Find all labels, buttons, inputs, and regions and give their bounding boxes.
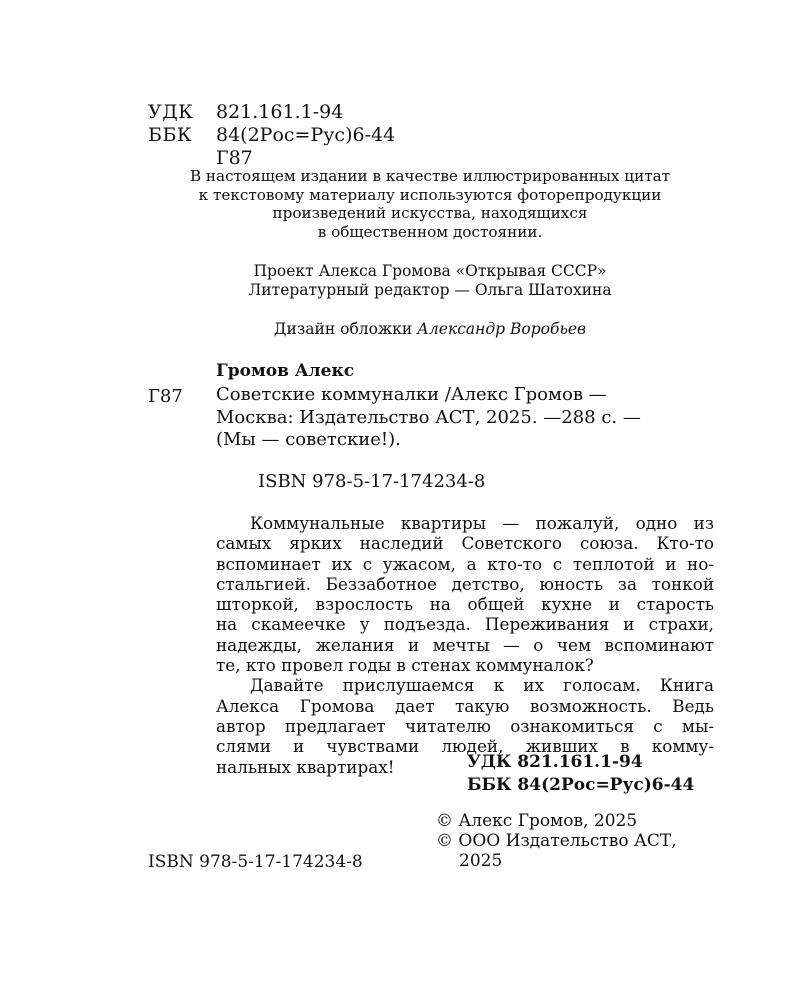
annotation-line: самых ярких наследий Советского союза. Кто-то: [216, 533, 714, 554]
bib-line: Москва: Издательство АСТ, 2025. —288 с. —: [216, 406, 641, 428]
bib-line: Советские коммуналки /Алекс Громов —: [216, 384, 607, 405]
annotation-line: Коммунальные квартиры — пожалуй, одно из: [250, 513, 714, 533]
cover-credit: [150, 320, 710, 338]
copyright: [436, 811, 677, 871]
annotation-line: автор предлагает читателю ознакомиться с мы-: [216, 715, 714, 736]
illustration-notice: [150, 167, 710, 241]
author-mark: Г87: [216, 147, 253, 169]
author-heading: Громов Алекс: [216, 361, 355, 381]
cover-label: Дизайн обложки: [273, 320, 413, 338]
copyright-line: © ООО Издательство АСТ,: [436, 831, 677, 851]
udk-value: 821.161.1-94: [216, 101, 344, 123]
annotation-line: вспоминает их с ужасом, а кто-то с теплотой и но-: [216, 553, 714, 574]
editor-credit: Литературный редактор — Ольга Шатохина: [248, 281, 612, 299]
annotation: [216, 513, 714, 777]
notice-line: к текстовому материалу используются фоторепродукции: [198, 185, 662, 204]
bottom-udk: УДК 821.161.1-94: [467, 752, 643, 772]
annotation-line: Алекса Громова дает такую возможность. Ведь: [216, 695, 714, 716]
annotation-line: нальных квартирах!: [216, 756, 395, 777]
cover-designer: Александр Воробьев: [417, 320, 587, 338]
copyright-line: 2025: [459, 851, 503, 871]
copyright-line: © Алекс Громов, 2025: [436, 811, 638, 831]
annotation-line: на скамеечке у подъезда. Переживания и страхи,: [216, 614, 714, 635]
notice-line: в общественном достоянии.: [317, 222, 543, 241]
bottom-bbk: ББК 84(2Рос=Рус)6-44: [467, 775, 695, 795]
bbk-label: ББК: [148, 124, 193, 146]
author-mark-bib: Г87: [148, 386, 183, 407]
annotation-line: слями и чувствами людей, живших в комму-: [216, 736, 714, 757]
isbn: ISBN 978-5-17-174234-8: [258, 471, 486, 492]
bib-line: (Мы — советские!).: [216, 429, 401, 450]
annotation-line: стальгией. Беззаботное детство, юность за тонкой: [216, 573, 714, 594]
notice-line: В настоящем издании в качестве иллюстрированных цитат: [189, 167, 671, 185]
notice-line: произведений искусства, находящихся: [272, 204, 588, 223]
annotation-line: шторкой, взрослость на общей кухне и старость: [216, 594, 714, 615]
annotation-line: Давайте прислушаемся к их голосам. Книга: [250, 675, 714, 696]
project-credit: Проект Алекса Громова «Открывая СССР»: [253, 262, 607, 280]
udk-label: УДК: [148, 101, 194, 123]
bibliographic-description: [216, 384, 716, 452]
bottom-isbn: ISBN 978-5-17-174234-8: [148, 852, 363, 872]
bbk-value: 84(2Рос=Рус)6-44: [216, 124, 396, 146]
annotation-line: надежды, желания и мечты — о чем вспоминают: [216, 634, 714, 655]
annotation-line: те, кто провел годы в стенах коммуналок?: [216, 655, 594, 676]
